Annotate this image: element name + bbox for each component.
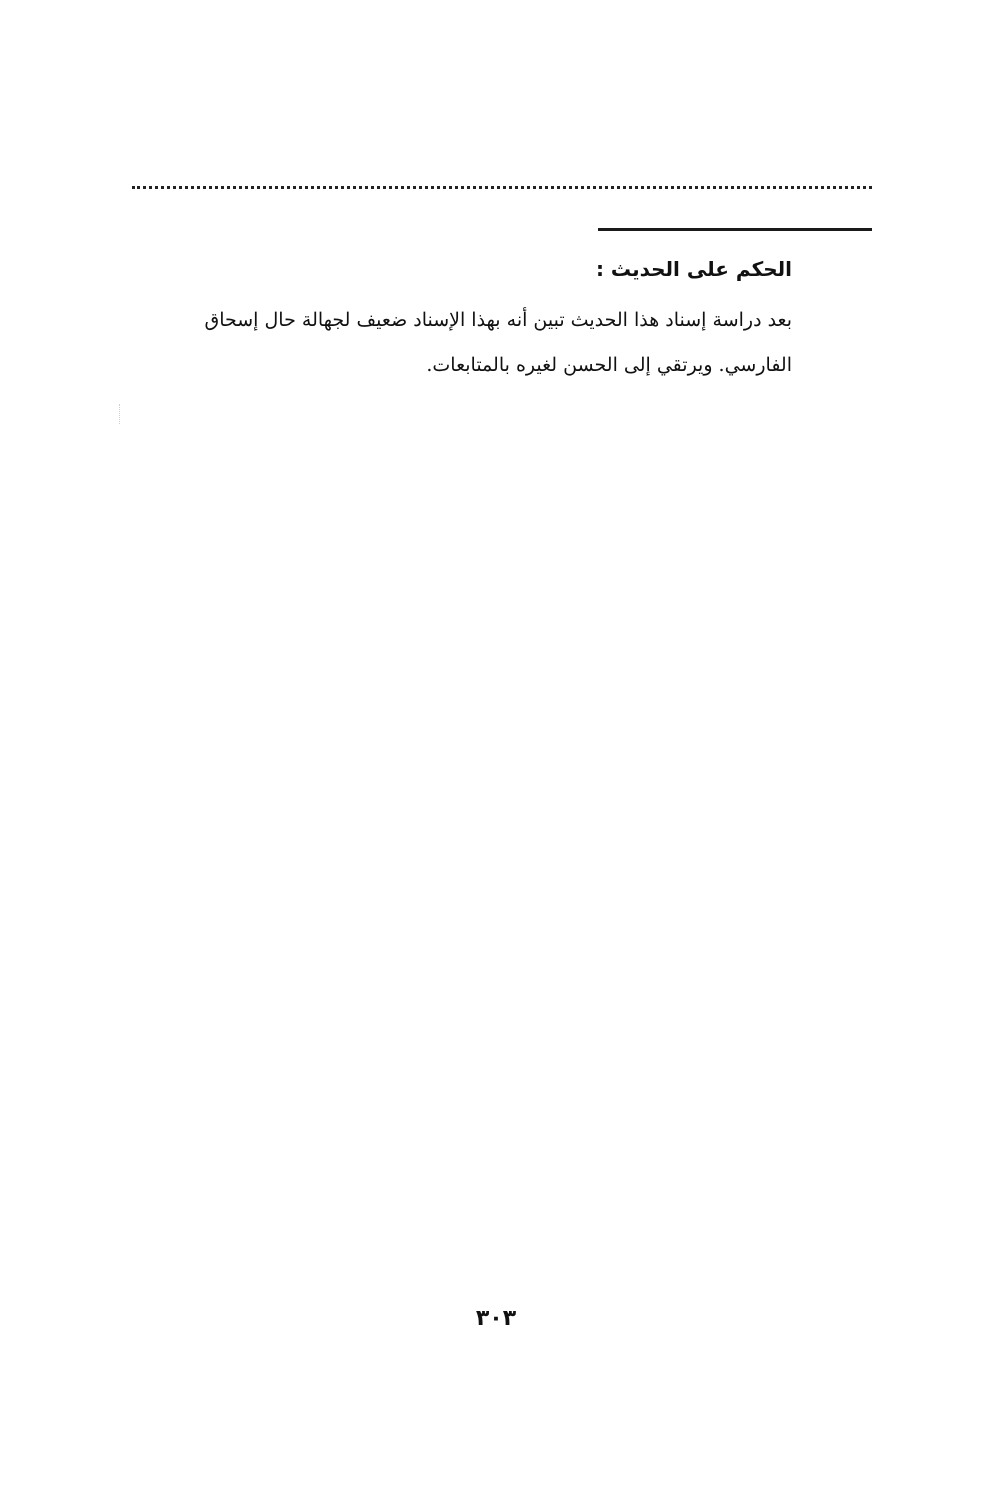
body-line-1: بعد دراسة إسناد هذا الحديث تبين أنه بهذا الإسناد ضعيف لجهالة حال إسحاق bbox=[204, 309, 792, 331]
section-heading: الحكم على الحديث : bbox=[595, 257, 792, 281]
body-line-2: الفارسي. ويرتقي إلى الحسن لغيره بالمتابعات. bbox=[426, 354, 792, 376]
body-paragraph bbox=[124, 298, 792, 388]
scan-speck bbox=[119, 404, 122, 424]
page-number: ٣٠٣ bbox=[475, 1306, 517, 1331]
dotted-separator bbox=[132, 186, 872, 189]
section-rule bbox=[598, 228, 872, 231]
